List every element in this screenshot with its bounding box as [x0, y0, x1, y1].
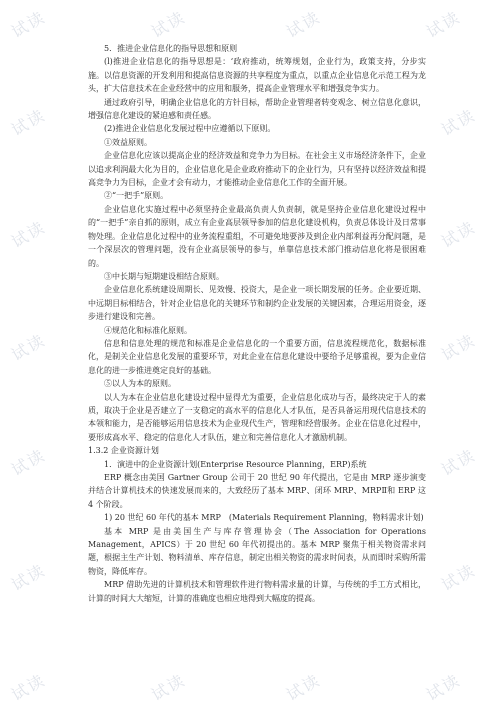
watermark-text: 试读	[8, 560, 49, 595]
watermark-text: 试读	[8, 217, 49, 252]
watermark-text: 试读	[8, 445, 49, 480]
watermark-text: 试读	[148, 7, 189, 42]
watermark-text: 试读	[8, 7, 49, 42]
principle-heading: ④规范化和标准化原则。	[104, 325, 192, 335]
watermark-text: 试读	[438, 105, 479, 140]
watermark-text: 试读	[438, 445, 479, 480]
watermark-text: 试读	[283, 670, 324, 705]
paragraph: 通过政府引导，明确企业信息化的方针目标，帮助企业管理者转变观念、树立信息化意识，增强信息化建设的紧迫感和责任感。	[88, 97, 426, 121]
paragraph: MRP 借助先进的计算机技术和管理软件进行物料需求量的计算，与传统的手工方式相比，计算的时间大大缩短，计算的准确度也相应地得到大幅度的提高。	[88, 580, 426, 603]
paragraph: 信息和信息处理的规范和标准是企业信息化的一个重要方面，信息流程规范化，数据标准化，是制关企业信息化发展的重要环节，对此企业在信息化建设中要给予足够重视，要为企业信息化的进一步推进奠定良好的基础。	[88, 338, 426, 375]
document-body	[88, 42, 426, 605]
watermark-text: 试读	[423, 670, 464, 705]
paragraph: ERP 概念由美国 Gartner Group 公司于 20 世纪 90 年代提出，它是由 MRP 逐步演变并结合计算机技术的快速发展而来的，大致经历了基本 MRP、闭环 MRP、MRPⅡ和 ERP 这 4 个阶段。	[88, 473, 426, 509]
paragraph: 企业信息化实施过程中必须坚持企业最高负责人负责制，就是坚持企业信息化建设过程中的“一把手”亲自抓的原则，成立有企业高层领导参加的信息化建设机构，负责总体设计及日常事物处理。企业信息化过程中的业务流程重组，不可避免地要涉及到企业内部利益再分配问题，是一个深层次的管理问题，没有企业高层领导的参与，单靠信息技术部门推动信息化将是很困难的。	[88, 204, 426, 268]
subsection-title: 1．演进中的企业资源计划(Enterprise Resource Planning，ERP)系统	[104, 459, 367, 469]
watermark-text: 试读	[438, 330, 479, 365]
section-heading: 5．推进企业信息化的指导思想和原则	[104, 44, 238, 53]
paragraph: (l)推进企业信息化的指导思想是：‘政府推动，统筹规划，企业行为，政策支持，分步实施。以信息资源的开发利用和提高信息资源的共享程度为重点，以重点企业信息化示范工程为龙头，扩大信息技术在企业经营中的应用和服务，提高企业管理水平和增强竞争实力。	[88, 57, 426, 94]
watermark-text: 试读	[8, 105, 49, 140]
watermark-text: 试读	[423, 7, 464, 42]
paragraph: 企业信息化应该以提高企业的经济效益和竞争力为目标。在社会主义市场经济条件下，企业以追求利润最大化为目的，企业信息化是企业政府推动下的企业行为，只有坚持以经济效益和提高竞争力为目标，企业才会有动力，才能推动企业信息化工作的全面开展。	[88, 151, 426, 188]
paragraph: (2)推进企业信息化发展过程中应遵循以下原则。	[104, 124, 276, 134]
watermark-text: 试读	[438, 560, 479, 595]
watermark-text: 试读	[8, 330, 49, 365]
principle-heading: ①效益原则。	[104, 137, 152, 147]
principle-heading: ②“一把手”原则。	[104, 191, 169, 201]
item-heading: 1) 20 世纪 60 年代的基本 MRP (Materials Requirement Planning，物料需求计划)	[104, 513, 424, 523]
principle-heading: ③中长期与短期建设相结合原则。	[104, 271, 224, 281]
watermark-text: 试读	[438, 217, 479, 252]
watermark-text: 试读	[283, 7, 324, 42]
subsection-heading: 1.3.2 企业资源计划	[88, 446, 159, 456]
watermark-text: 试读	[148, 670, 189, 705]
paragraph: 基本 MRP 是由美国生产与库存管理协会（The Association for Operations Management，APICS）于 20 世纪 60 年代初提出的。基本 MRP 聚焦于相关物资需求问题，根据主生产计划、物料清单、库存信息，制定出相关物资的需求时间表，从而即时采购所需物资，降低库存。	[88, 526, 426, 576]
paragraph: 企业信息化系统建设周期长、见效慢、投资大，是企业一项长期发展的任务。企业要近期、中远期目标相结合，针对企业信息化的关键环节和制约企业发展的关键因素，合理运用资金，逐步进行建设和完善。	[88, 285, 426, 322]
watermark-text: 试读	[8, 670, 49, 705]
principle-heading: ⑤以人为本的原则。	[104, 379, 176, 389]
paragraph: 以人为本在企业信息化建设过程中显得尤为重要，企业信息化成功与否，最终决定于人的素质，取决于企业是否建立了一支稳定的高水平的信息化人才队伍，是否具备运用现代信息技术的本领和能力，是否能够运用信息技术为企业现代生产，管理和经营服务。企业在信息化过程中，要形成高水平、稳定的信息化人才队伍，建立和完善信息化人才激励机制。	[88, 392, 426, 442]
